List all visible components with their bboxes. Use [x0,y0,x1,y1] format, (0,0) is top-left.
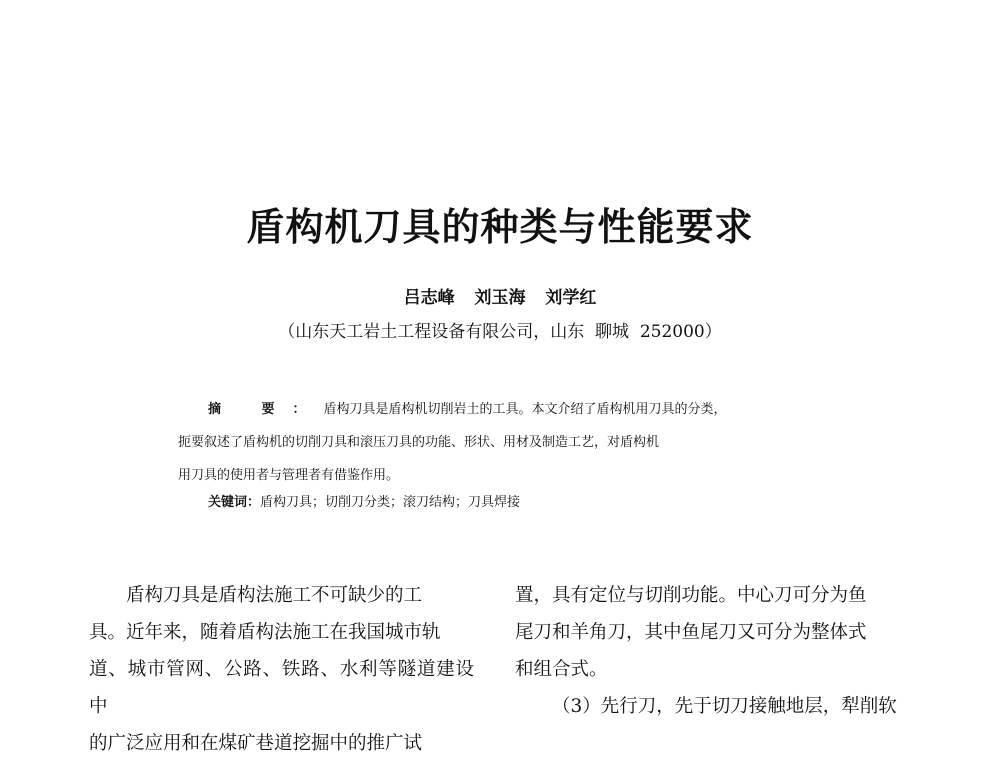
body-column-left [89,577,474,762]
keywords-text: 盾构刀具；切削刀分类；滚刀结构；刀具焊接 [260,495,521,510]
abstract [178,393,818,492]
body-line: 尾刀和羊角刀，其中鱼尾刀又可分为整体式 [515,622,867,643]
keywords-label: 关键词： [208,495,261,510]
body-line: 具。近年来，随着盾构法施工在我国城市轨 [89,622,441,643]
body-line: 置，具有定位与切削功能。中心刀可分为鱼 [515,585,867,606]
abstract-text: 盾构刀具是盾构机切削岩土的工具。本文介绍了盾构机用刀具的分类， [323,402,727,417]
body-line: 道、城市管网、公路、铁路、水利等隧道建设中 [89,659,474,717]
body-line: 盾构刀具是盾构法施工不可缺少的工 [126,585,423,606]
author-list: 吕志峰 刘玉海 刘学红 [403,288,597,308]
abstract-line [178,393,818,426]
body-line: （3）先行刀，先于切刀接触地层，犁削软 [552,696,897,717]
paper-title: 盾构机刀具的种类与性能要求 [246,205,754,249]
author-affiliation: （山东天工岩土工程设备有限公司，山东 聊城 252000） [278,322,722,342]
body-line: 的广泛应用和在煤矿巷道挖掘中的推广试 [89,733,423,754]
abstract-line: 用刀具的使用者与管理者有借鉴作用。 [178,468,400,483]
abstract-line: 扼要叙述了盾构机的切削刀具和滚压刀具的功能、形状、用材及制造工艺，对盾构机 [178,435,660,450]
keywords [208,491,520,510]
body-line: 和组合式。 [515,659,608,680]
abstract-label: 摘 要： [208,402,324,417]
